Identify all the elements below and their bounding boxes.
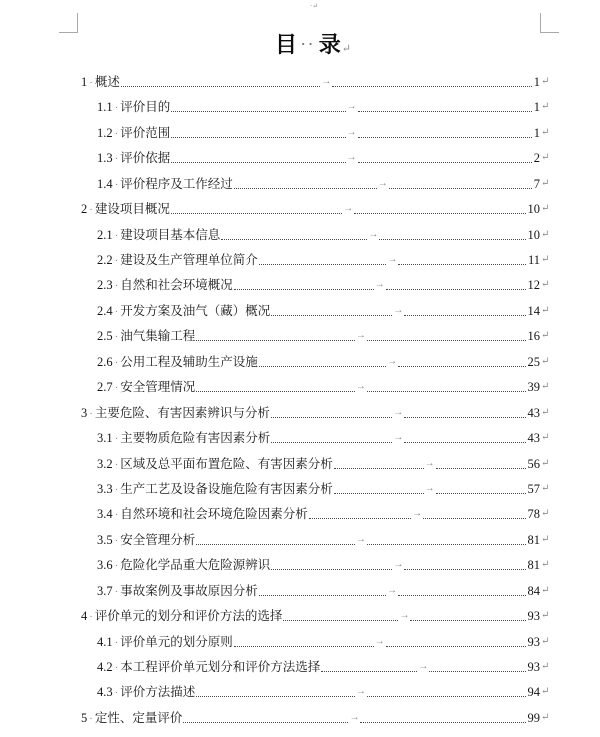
entry-title: 危险化学品重大危险源辨识 [120, 558, 271, 573]
tab-arrow-icon: → [424, 457, 435, 469]
entry-number: 3.5 [97, 532, 113, 547]
dot-leader [436, 468, 526, 469]
entry-title: 自然环境和社会环境危险因素分析 [120, 507, 308, 522]
entry-page-number: 11 [527, 253, 541, 267]
entry-title: 安全管理情况 [120, 380, 196, 395]
paragraph-mark-icon: ↵ [541, 584, 550, 596]
paragraph-mark-icon: ↵ [541, 279, 550, 291]
tab-arrow-icon: → [393, 432, 404, 444]
entry-number: 2.6 [97, 354, 113, 369]
entry-page-number: 93 [527, 660, 540, 674]
space-mark-icon: · [114, 662, 119, 674]
space-mark-icon: · [114, 102, 119, 115]
entry-page-number: 78 [527, 507, 540, 522]
entry-number: 2.1 [97, 227, 113, 242]
dot-leader [389, 188, 532, 189]
space-mark-icon: · [114, 331, 119, 344]
toc-entry[interactable] [76, 344, 550, 369]
paragraph-mark-icon: ↵ [541, 177, 550, 189]
toc-entry[interactable] [76, 675, 550, 700]
entry-page-number: 10 [527, 227, 540, 242]
space-mark-icon: · [89, 204, 93, 217]
paragraph-mark-icon: ↵ [541, 228, 550, 240]
dot-leader [358, 111, 532, 112]
dot-leader [334, 468, 424, 469]
toc-entry[interactable] [76, 217, 550, 242]
entry-number: 1.4 [97, 176, 113, 191]
toc-entry[interactable] [76, 65, 550, 90]
tab-arrow-icon: → [424, 482, 435, 494]
space-mark-icon: · [114, 153, 119, 166]
dot-leader [379, 239, 525, 240]
dot-leader [271, 569, 392, 570]
entry-number: 2.4 [97, 303, 113, 318]
paragraph-mark-icon: ↵ [541, 610, 550, 622]
entry-title: 区域及总平面布置危险、有害因素分析 [120, 456, 333, 471]
entry-number: 3 [81, 405, 88, 420]
entry-page-number: 12 [527, 278, 540, 293]
toc-entry[interactable] [76, 548, 550, 573]
paragraph-mark-icon: ↵ [541, 559, 550, 571]
space-mark-icon: · [114, 178, 119, 191]
tab-arrow-icon: → [321, 75, 332, 87]
entry-number: 1.3 [97, 151, 113, 166]
entry-title: 建设项目基本信息 [120, 227, 221, 242]
tab-arrow-icon: → [349, 711, 360, 723]
entry-title: 油气集输工程 [120, 329, 196, 344]
tab-arrow-icon: → [418, 661, 429, 672]
entry-number: 2.2 [97, 253, 113, 267]
entry-page-number: 93 [527, 609, 540, 624]
toc-entry[interactable] [76, 90, 550, 115]
entry-title: 主要物质危险有害因素分析 [120, 431, 271, 446]
entry-number: 1.2 [97, 125, 113, 140]
entry-page-number: 81 [527, 558, 540, 573]
entry-title: 建设项目概况 [94, 202, 170, 217]
toc-entry[interactable] [76, 573, 550, 598]
toc-entry[interactable] [76, 497, 550, 522]
paragraph-mark-icon: ↵ [541, 432, 550, 444]
paragraph-mark-icon: ↵ [541, 304, 550, 316]
entry-title: 评价范围 [120, 125, 171, 140]
entry-number: 2.7 [97, 380, 113, 395]
toc-entry[interactable] [76, 115, 550, 140]
space-mark-icon: · [114, 433, 119, 446]
dot-leader [398, 366, 525, 367]
tab-arrow-icon: → [355, 533, 366, 545]
entry-page-number: 43 [527, 405, 540, 420]
tab-arrow-icon: → [346, 101, 357, 113]
dot-leader [221, 239, 367, 240]
tab-arrow-icon: → [343, 203, 354, 215]
entry-number: 4.2 [97, 660, 113, 674]
dot-leader [429, 671, 525, 672]
dot-leader [259, 366, 386, 367]
dot-leader [386, 289, 526, 290]
dot-leader [404, 315, 525, 316]
dot-leader [398, 595, 525, 596]
paragraph-mark-icon: ↵ [541, 533, 550, 545]
entry-title: 安全管理分析 [120, 532, 196, 547]
entry-number: 1.1 [97, 100, 113, 115]
entry-title: 评价单元的划分和评价方法的选择 [94, 609, 283, 624]
tab-arrow-icon: → [355, 330, 366, 342]
entry-title: 评价程序及工作经过 [120, 176, 233, 191]
toc-entry[interactable] [76, 472, 550, 497]
tab-arrow-icon: → [374, 635, 385, 647]
paragraph-mark-icon: ↵ [341, 43, 351, 55]
dot-leader [410, 620, 525, 621]
entry-title: 生产工艺及设备设施危险有害因素分析 [120, 481, 333, 496]
entry-title: 开发方案及油气（藏）概况 [120, 303, 271, 318]
toc-title [76, 30, 550, 63]
space-mark-icon: · [114, 687, 119, 700]
paragraph-mark-icon: ↵ [541, 508, 550, 520]
space-mark-icon: · [114, 534, 119, 547]
paragraph-mark-icon: ↵ [541, 661, 550, 672]
entry-title: 建设及生产管理单位简介 [120, 253, 258, 267]
dot-leader [367, 340, 526, 341]
paragraph-mark-icon: ↵ [541, 406, 550, 418]
dot-leader [321, 671, 417, 672]
space-mark-icon: · [114, 483, 119, 496]
tab-arrow-icon: → [393, 304, 404, 316]
toc-title-char-left: 目 [275, 32, 299, 57]
entry-title: 评价目的 [120, 100, 171, 115]
dot-leader [196, 696, 355, 697]
entry-page-number: 39 [527, 380, 540, 395]
paragraph-mark-icon: ↵ [541, 203, 550, 215]
entry-number: 3.2 [97, 456, 113, 471]
toc-entry[interactable] [76, 421, 550, 446]
dot-leader [171, 111, 345, 112]
space-mark-icon: · [114, 458, 119, 471]
entry-page-number: 43 [527, 431, 540, 446]
tab-arrow-icon: → [387, 254, 398, 265]
entry-number: 2 [81, 202, 88, 217]
toc-entry[interactable] [76, 141, 550, 166]
paragraph-mark-icon: ↵ [541, 355, 550, 367]
toc-entry[interactable] [76, 446, 550, 471]
entry-title: 评价方法描述 [120, 685, 196, 700]
dot-leader [234, 188, 377, 189]
toc-entry[interactable] [76, 192, 550, 217]
dot-leader [334, 493, 424, 494]
entry-title: 自然和社会环境概况 [120, 278, 233, 293]
entry-number: 2.3 [97, 278, 113, 293]
dot-leader [423, 518, 525, 519]
dot-leader [332, 86, 531, 87]
space-mark-icon: · [114, 585, 119, 598]
entry-title: 评价单元的划分原则 [120, 634, 233, 649]
entry-title: 本工程评价单元划分和评价方法选择 [120, 660, 321, 674]
entry-title: 定性、定量评价 [94, 710, 183, 725]
paragraph-mark-icon: ↵ [541, 152, 550, 164]
toc-entry[interactable] [76, 243, 550, 268]
dot-leader [171, 162, 345, 163]
entry-number: 3.3 [97, 481, 113, 496]
dot-leader [271, 315, 392, 316]
entry-number: 3.1 [97, 431, 113, 446]
tab-arrow-icon: → [387, 355, 398, 367]
toc-entry[interactable] [76, 370, 550, 395]
dot-leader [196, 544, 355, 545]
entry-page-number: 81 [527, 532, 540, 547]
paragraph-mark-icon: ↵ [541, 126, 550, 138]
dot-leader [354, 213, 525, 214]
space-mark-icon: · [114, 229, 119, 242]
entry-number: 2.5 [97, 329, 113, 344]
entry-number: 4.3 [97, 685, 113, 700]
dot-leader [404, 417, 525, 418]
dot-leader [234, 646, 374, 647]
space-mark-icon: · [114, 356, 119, 369]
toc-entry[interactable] [76, 166, 550, 191]
toc-entry[interactable] [76, 624, 550, 649]
tab-arrow-icon: → [393, 406, 404, 418]
entry-page-number: 14 [527, 303, 540, 318]
toc-entry[interactable] [76, 599, 550, 624]
tab-arrow-icon: → [374, 279, 385, 291]
paragraph-mark-icon: ↵ [541, 711, 550, 723]
space-mark-icon: · [114, 280, 119, 293]
entry-page-number: 56 [527, 456, 540, 471]
entry-page-number: 93 [527, 634, 540, 649]
toc-entry[interactable] [76, 522, 550, 547]
paragraph-mark-icon: ↵ [541, 457, 550, 469]
dot-leader [358, 162, 532, 163]
entry-number: 1 [81, 74, 88, 89]
dot-leader [404, 569, 525, 570]
dot-leader [283, 620, 398, 621]
entry-title: 评价依据 [120, 151, 171, 166]
dot-leader [171, 137, 345, 138]
toc-entry[interactable] [76, 700, 550, 725]
paragraph-mark-icon: ↵ [541, 330, 550, 342]
entry-page-number: 94 [527, 685, 540, 700]
toc-entry[interactable] [76, 268, 550, 293]
toc-title-char-right: 录 [318, 32, 342, 57]
entry-page-number: 1 [533, 125, 540, 140]
entry-page-number: 99 [527, 710, 540, 725]
dot-leader [259, 264, 387, 265]
entry-number: 3.4 [97, 507, 113, 522]
space-mark-icon: · [114, 127, 119, 140]
dot-leader [386, 646, 526, 647]
entry-page-number: 10 [527, 202, 540, 217]
tab-arrow-icon: → [399, 610, 410, 622]
entry-number: 3.7 [97, 583, 113, 598]
space-mark-icon: · [89, 611, 93, 624]
tab-arrow-icon: → [368, 228, 379, 240]
entry-page-number: 1 [533, 100, 540, 115]
paragraph-mark-icon: ↵ [541, 254, 550, 265]
dot-leader [271, 417, 392, 418]
dot-leader [196, 340, 355, 341]
entry-title: 概述 [94, 74, 120, 89]
toc-entry[interactable] [76, 395, 550, 420]
tab-arrow-icon: → [346, 152, 357, 164]
entry-page-number: 57 [527, 481, 540, 496]
tab-arrow-icon: → [355, 381, 366, 393]
space-mark-icon: · [89, 407, 93, 420]
dot-leader [436, 493, 526, 494]
paragraph-mark-icon: ↵ [541, 482, 550, 494]
entry-number: 4.1 [97, 634, 113, 649]
dot-leader [358, 137, 532, 138]
space-mark-icon: · [114, 560, 119, 573]
dot-leader [404, 442, 525, 443]
header-paragraph-mark: ·↵ [310, 2, 319, 10]
paragraph-mark-icon: ↵ [541, 686, 550, 698]
dot-leader [367, 696, 526, 697]
paragraph-mark-icon: ↵ [541, 101, 550, 113]
space-mark-icon: · [114, 636, 119, 649]
dot-leader [183, 722, 348, 723]
entry-page-number: 7 [533, 176, 540, 191]
entry-number: 4 [81, 609, 88, 624]
entry-page-number: 25 [527, 354, 540, 369]
space-mark-icon: · [114, 509, 119, 522]
tab-arrow-icon: → [355, 686, 366, 698]
entry-title: 公用工程及辅助生产设施 [120, 354, 258, 369]
entry-page-number: 1 [533, 74, 540, 89]
space-mark-icon: · [89, 712, 93, 725]
tab-arrow-icon: → [412, 508, 423, 520]
dot-leader [259, 595, 386, 596]
dot-leader [367, 544, 526, 545]
dot-leader [234, 289, 374, 290]
dot-leader [360, 722, 525, 723]
dot-leader [171, 213, 342, 214]
space-mark-icon: · [114, 305, 119, 318]
toc-entry[interactable] [76, 650, 550, 675]
space-formatting-marks: ·· [301, 36, 316, 51]
dot-leader [271, 442, 392, 443]
tab-arrow-icon: → [387, 584, 398, 596]
tab-arrow-icon: → [377, 177, 388, 189]
dot-leader [196, 391, 355, 392]
entry-title: 主要危险、有害因素辨识与分析 [94, 405, 270, 420]
dot-leader [309, 518, 411, 519]
tab-arrow-icon: → [346, 126, 357, 138]
paragraph-mark-icon: ↵ [541, 635, 550, 647]
dot-leader [398, 264, 526, 265]
entry-page-number: 84 [527, 583, 540, 598]
toc-entry[interactable] [76, 319, 550, 344]
toc-entry[interactable] [76, 293, 550, 318]
paragraph-mark-icon: ↵ [541, 75, 550, 87]
entry-number: 3.6 [97, 558, 113, 573]
paragraph-mark-icon: ↵ [541, 381, 550, 393]
entry-page-number: 16 [527, 329, 540, 344]
dot-leader [367, 391, 526, 392]
tab-arrow-icon: → [393, 559, 404, 571]
space-mark-icon: · [114, 255, 119, 267]
toc-list [76, 65, 550, 726]
dot-leader [121, 86, 320, 87]
entry-title: 事故案例及事故原因分析 [120, 583, 258, 598]
entry-page-number: 2 [533, 151, 540, 166]
space-mark-icon: · [89, 76, 93, 89]
entry-number: 5 [81, 710, 88, 725]
space-mark-icon: · [114, 382, 119, 395]
